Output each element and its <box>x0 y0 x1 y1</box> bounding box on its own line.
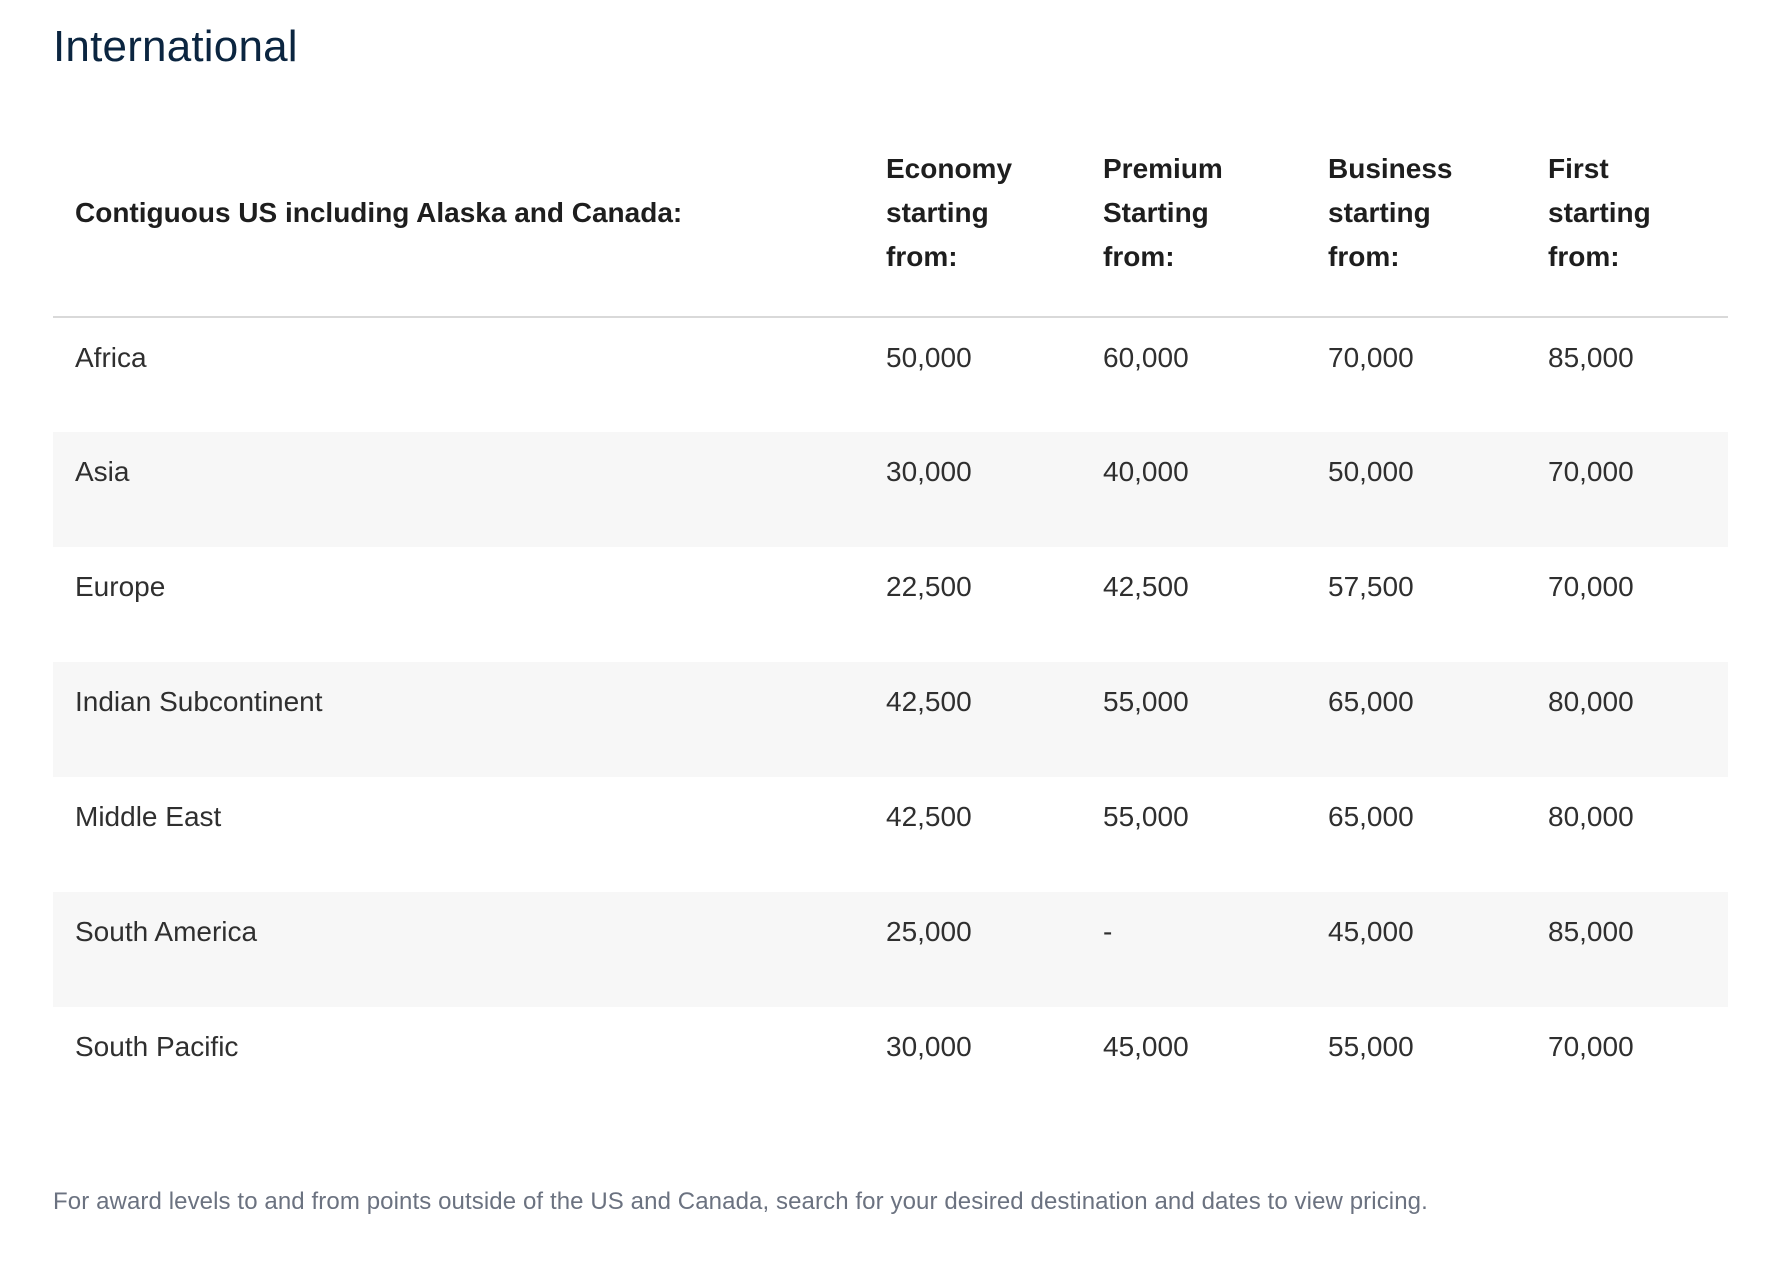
header-economy-line: from: <box>886 241 958 272</box>
cell-region: South Pacific <box>75 1031 239 1062</box>
cell-economy: 22,500 <box>886 571 972 602</box>
header-premium-line: Starting <box>1103 197 1209 228</box>
table-header <box>53 110 1728 317</box>
header-premium-line: from: <box>1103 241 1175 272</box>
table-row <box>53 777 1728 892</box>
header-first-line: First <box>1548 153 1609 184</box>
header-economy-line: starting <box>886 197 989 228</box>
cell-economy: 42,500 <box>886 801 972 832</box>
header-business <box>1306 110 1526 317</box>
header-economy-line: Economy <box>886 153 1013 184</box>
cell-premium: 45,000 <box>1103 1031 1189 1062</box>
cell-premium: - <box>1081 892 1306 1007</box>
header-business-line: starting <box>1328 197 1431 228</box>
cell-business: 57,500 <box>1328 571 1414 602</box>
table-row <box>53 1007 1728 1122</box>
cell-region: Middle East <box>75 801 222 832</box>
cell-first: 70,000 <box>1548 1031 1634 1062</box>
cell-business: 65,000 <box>1328 801 1414 832</box>
cell-first: 70,000 <box>1548 571 1634 602</box>
table-row <box>53 662 1728 777</box>
cell-premium: 42,500 <box>1103 571 1189 602</box>
cell-first: 85,000 <box>1548 342 1634 373</box>
cell-first: 70,000 <box>1526 432 1728 547</box>
cell-premium: 55,000 <box>1081 662 1306 777</box>
cell-first: 80,000 <box>1548 801 1634 832</box>
header-business-line: Business <box>1328 153 1453 184</box>
table-row <box>53 892 1728 1007</box>
cell-first: 80,000 <box>1526 662 1728 777</box>
header-economy <box>864 110 1081 317</box>
cell-region: Indian Subcontinent <box>53 662 864 777</box>
section-title: International <box>53 22 298 71</box>
header-premium-line: Premium <box>1103 153 1223 184</box>
cell-economy: 50,000 <box>886 342 972 373</box>
cell-business: 55,000 <box>1328 1031 1414 1062</box>
cell-region: Asia <box>53 432 864 547</box>
table-body <box>53 317 1728 1122</box>
cell-economy: 30,000 <box>864 432 1081 547</box>
footnote: For award levels to and from points outside of the US and Canada, search for your desired destination and dates to view pricing. <box>53 1188 1428 1215</box>
cell-economy: 25,000 <box>864 892 1081 1007</box>
cell-business: 70,000 <box>1328 342 1414 373</box>
header-region: Contiguous US including Alaska and Canada: <box>53 110 864 317</box>
cell-region: Europe <box>75 571 166 602</box>
header-premium <box>1081 110 1306 317</box>
cell-premium: 40,000 <box>1081 432 1306 547</box>
cell-premium: 55,000 <box>1103 801 1189 832</box>
header-first-line: starting <box>1548 197 1651 228</box>
cell-economy: 30,000 <box>886 1031 972 1062</box>
cell-economy: 42,500 <box>864 662 1081 777</box>
header-business-line: from: <box>1328 241 1400 272</box>
cell-region: Africa <box>75 342 147 373</box>
table-row <box>53 317 1728 432</box>
cell-business: 45,000 <box>1306 892 1526 1007</box>
cell-premium: 60,000 <box>1103 342 1189 373</box>
cell-first: 85,000 <box>1526 892 1728 1007</box>
table-row <box>53 547 1728 662</box>
cell-business: 65,000 <box>1306 662 1526 777</box>
award-chart-table <box>53 110 1728 1122</box>
cell-business: 50,000 <box>1306 432 1526 547</box>
table-row <box>53 432 1728 547</box>
cell-region: South America <box>53 892 864 1007</box>
header-row <box>53 110 1728 317</box>
header-first <box>1526 110 1728 317</box>
header-first-line: from: <box>1548 241 1620 272</box>
